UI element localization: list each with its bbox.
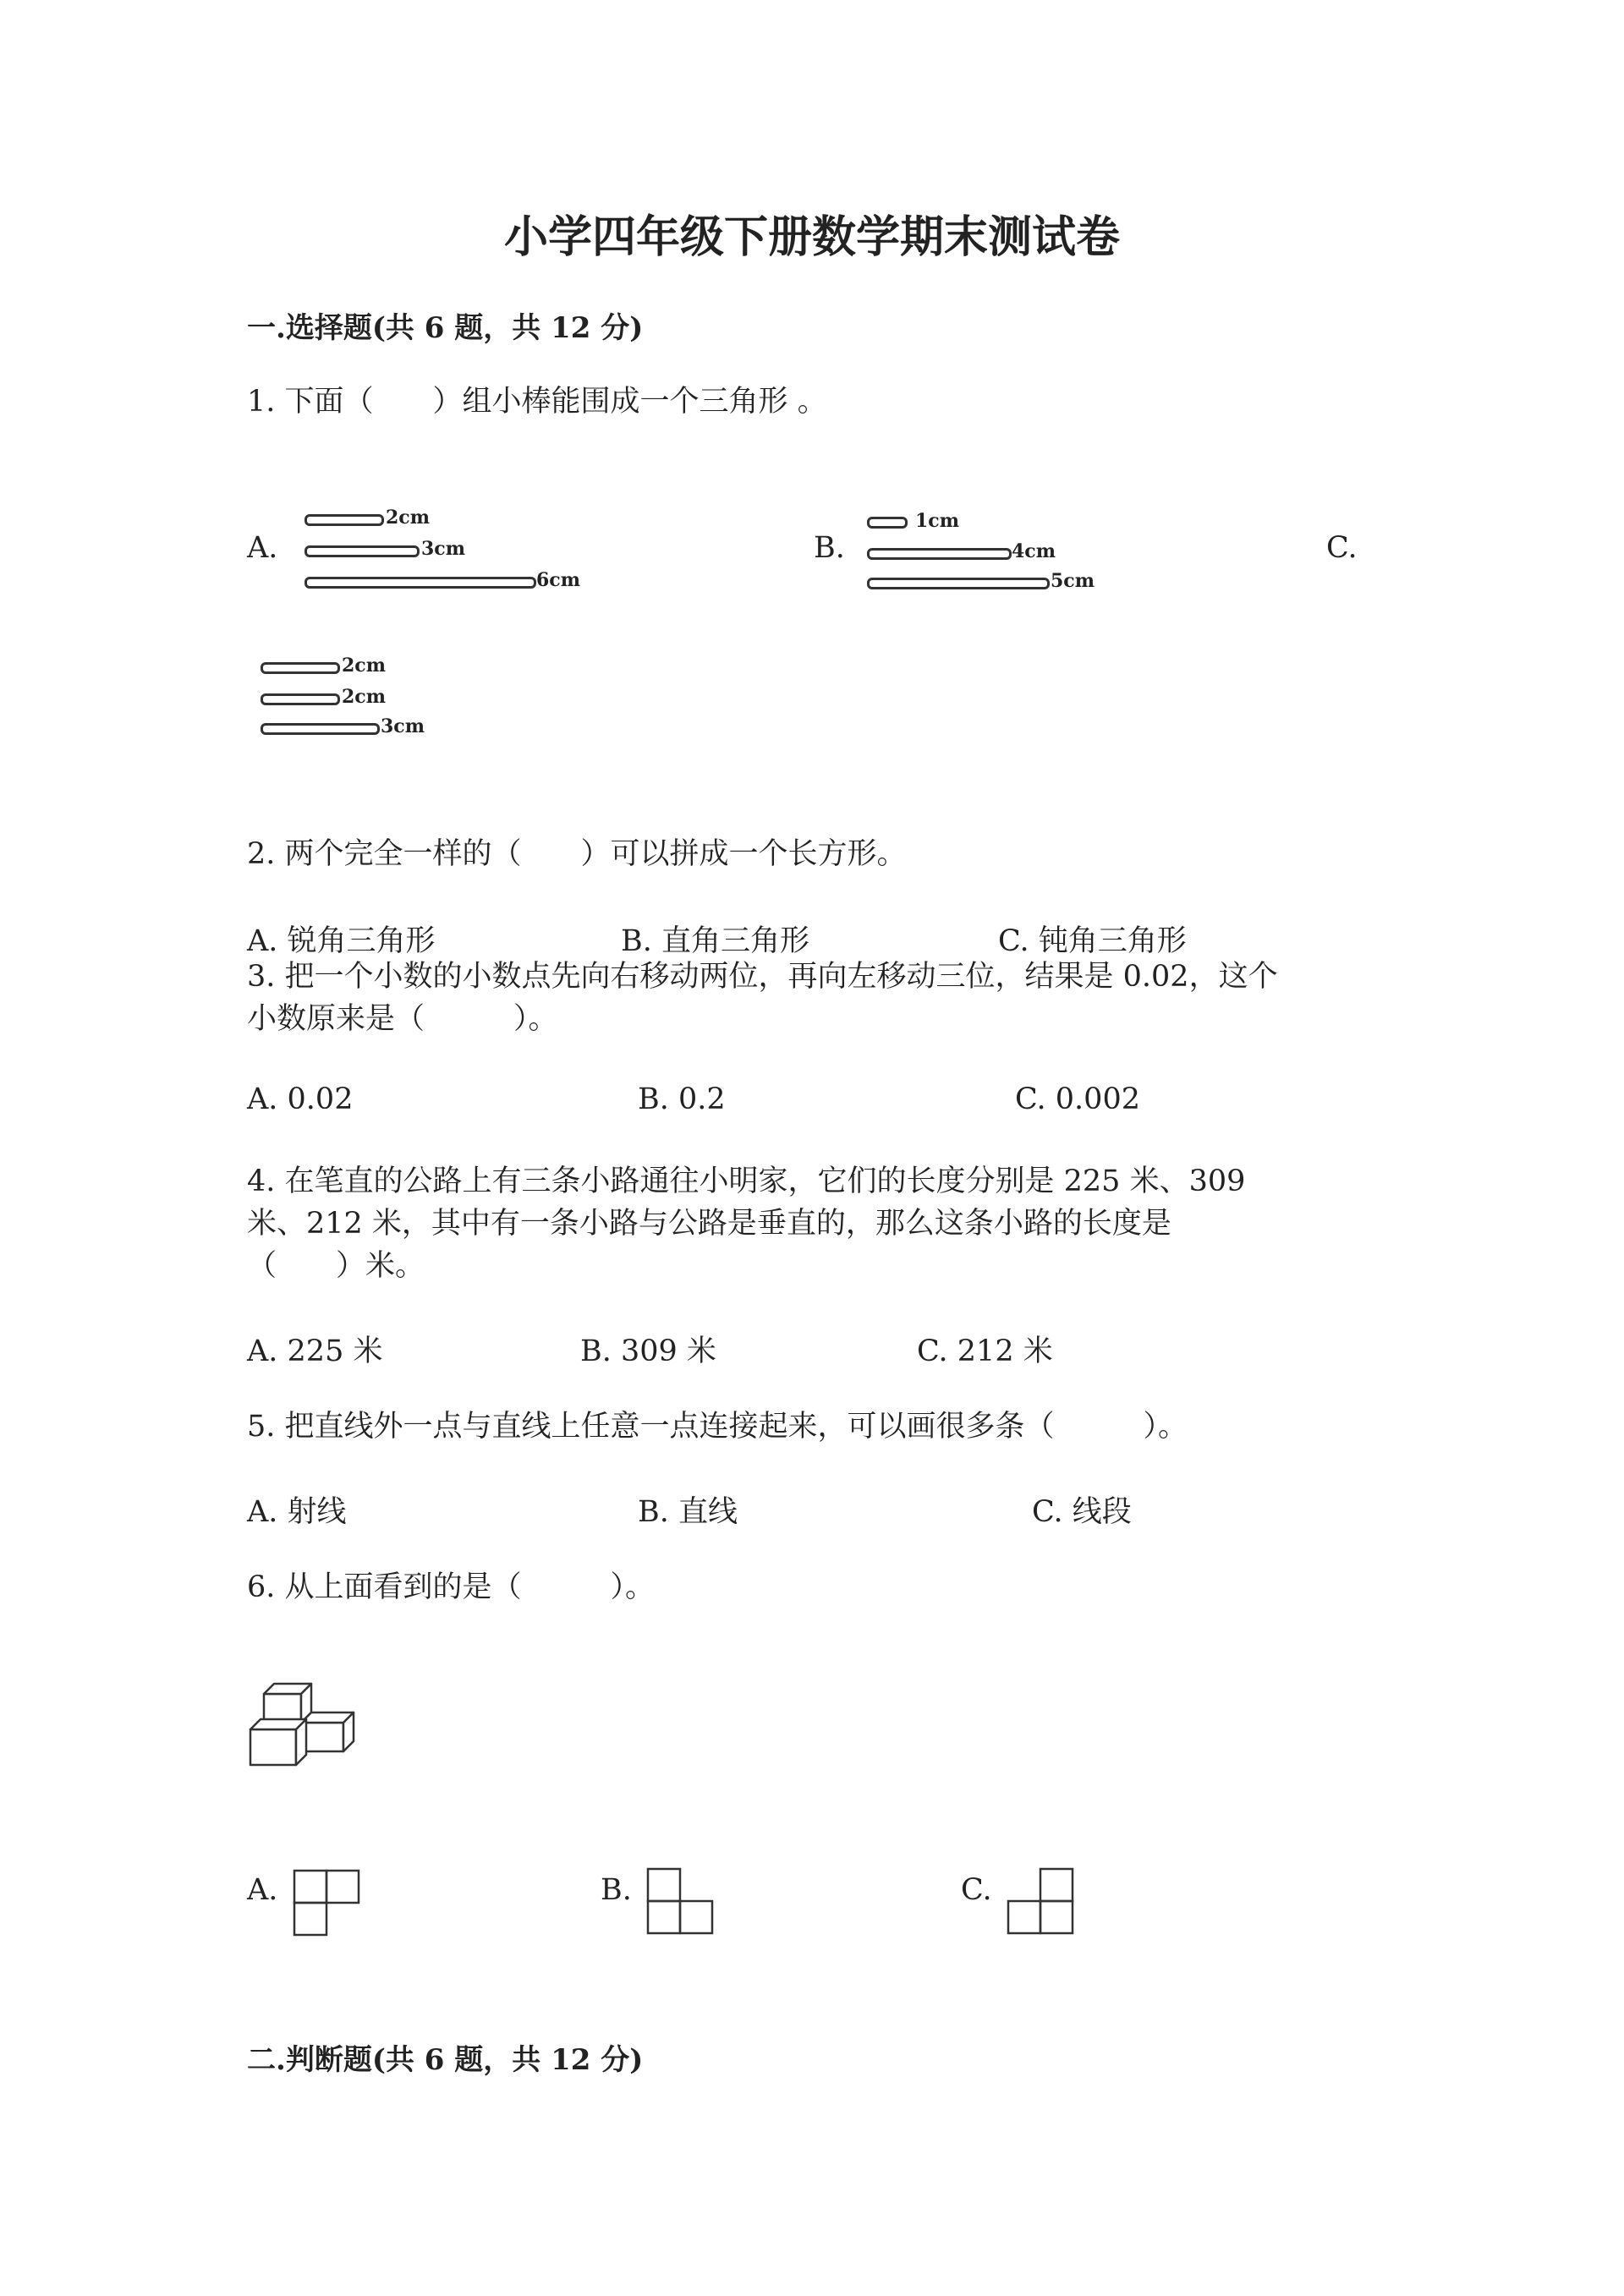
q6-option-b-label: B. [601,1873,632,1907]
stick [867,548,1012,560]
q5-option-b: B. 直线 [638,1495,738,1529]
q2-option-c: C. 钝角三角形 [998,924,1187,958]
stick [261,662,340,674]
q1-option-a-label: A. [247,531,278,565]
stick-label: 1cm [915,510,959,532]
q6-option-c-figure [1007,1867,1076,1937]
stick-label: 2cm [386,507,430,529]
stick [304,545,420,557]
stick [304,577,536,589]
question-6-text: 6. 从上面看到的是（ ）。 [247,1570,656,1604]
stick [261,693,340,705]
q6-option-b-figure [646,1867,716,1937]
q3-option-c: C. 0.002 [1015,1082,1140,1116]
q2-option-a: A. 锐角三角形 [247,924,436,958]
q6-option-a-figure [293,1869,360,1938]
q4-option-a: A. 225 米 [247,1334,383,1368]
question-1-text: 1. 下面（ ）组小棒能围成一个三角形 。 [247,385,827,419]
question-5-text: 5. 把直线外一点与直线上任意一点连接起来，可以画很多条（ ）。 [247,1410,1188,1444]
q5-option-a: A. 射线 [247,1495,347,1529]
question-4-line-2: 米、212 米，其中有一条小路与公路是垂直的，那么这条小路的长度是 [247,1207,1171,1241]
q6-option-a-label: A. [247,1873,278,1907]
q1-option-c-label: C. [1326,531,1358,565]
q3-option-a: A. 0.02 [247,1082,354,1116]
q4-option-b: B. 309 米 [580,1334,716,1368]
q5-option-c: C. 线段 [1032,1495,1132,1529]
stick [261,723,380,735]
q2-option-b: B. 直角三角形 [621,924,809,958]
question-3-line-1: 3. 把一个小数的小数点先向右移动两位，再向左移动三位，结果是 0.02，这个 [247,960,1278,994]
cube-stack-figure [247,1679,365,1772]
stick-label: 3cm [381,715,425,737]
page-title: 小学四年级下册数学期末测试卷 [503,211,1120,263]
stick-label: 6cm [536,569,580,591]
question-3-line-2: 小数原来是（ ）。 [247,1002,558,1036]
q6-option-c-label: C. [961,1873,992,1907]
stick [867,578,1050,589]
stick-label: 2cm [342,655,386,677]
stick [304,514,384,526]
question-4-line-3: （ ）米。 [247,1249,425,1283]
q1-option-b-label: B. [814,531,845,565]
stick-label: 2cm [342,686,386,708]
question-4-line-1: 4. 在笔直的公路上有三条小路通往小明家，它们的长度分别是 225 米、309 [247,1164,1246,1198]
stick-label: 4cm [1012,540,1056,562]
stick [867,517,908,529]
q3-option-b: B. 0.2 [638,1082,726,1116]
section-heading-choice: 一.选择题(共 6 题，共 12 分) [247,311,644,345]
question-2-text: 2. 两个完全一样的（ ）可以拼成一个长方形。 [247,837,907,871]
stick-label: 3cm [421,538,465,560]
q4-option-c: C. 212 米 [917,1334,1053,1368]
section-heading-judgement: 二.判断题(共 6 题，共 12 分) [247,2043,644,2077]
stick-label: 5cm [1051,570,1095,592]
